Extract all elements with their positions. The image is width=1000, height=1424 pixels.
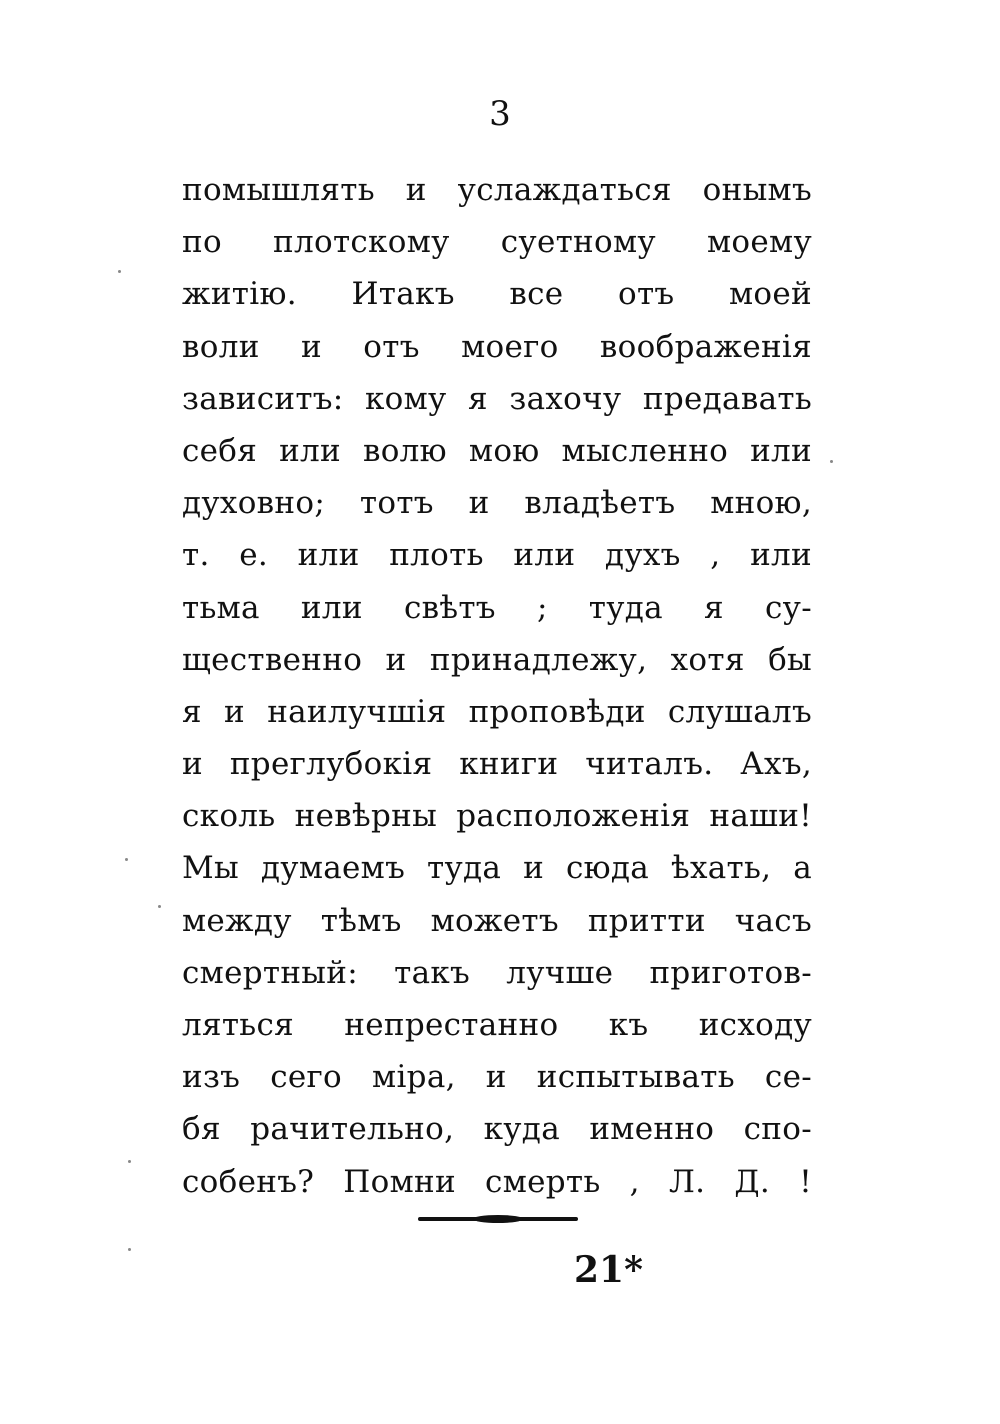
text-line: по плотскому суетному моему: [182, 224, 812, 261]
signature-mark: 21*: [574, 1249, 643, 1291]
text-line: бя рачительно, куда именно спо-: [182, 1111, 812, 1148]
text-line: ляться непрестанно къ исходу: [182, 1007, 812, 1043]
text-line: духовно; тотъ и владѣетъ мною,: [182, 485, 812, 522]
text-line: помышлять и услаждаться онымъ: [182, 172, 812, 208]
text-line: смертный: такъ лучше приготов-: [182, 954, 812, 991]
text-line: я и наилучшія проповѣди слушалъ: [182, 693, 812, 730]
paper-speck: [125, 858, 128, 861]
paper-speck: [128, 1160, 131, 1163]
paper-speck: [158, 905, 161, 908]
text-line: изъ сего міра, и испытывать се-: [182, 1059, 812, 1096]
text-line: собенъ? Помни смерть , Л. Д. !: [182, 1163, 812, 1200]
text-line: зависитъ: кому я захочу предавать: [182, 380, 812, 417]
text-line: Мы думаемъ туда и сюда ѣхать, а: [182, 850, 812, 887]
text-line: и преглубокія книги читалъ. Ахъ,: [182, 746, 812, 783]
paper-speck: [118, 270, 121, 273]
page-number: 3: [489, 94, 511, 134]
text-line: тьма или свѣтъ ; туда я су-: [182, 589, 812, 626]
text-line: себя или волю мою мысленно или: [182, 432, 812, 469]
text-line: сколь невѣрны расположенія наши!: [182, 798, 812, 835]
text-line: между тѣмъ можетъ притти часъ: [182, 902, 812, 939]
text-line: т. е. или плоть или духъ , или: [182, 537, 812, 574]
body-text: [182, 164, 812, 1208]
text-line: воли и отъ моего воображенія: [182, 328, 812, 365]
text-line: житію. Итакъ все отъ моей: [182, 276, 812, 313]
text-line: щественно и принадлежу, хотя бы: [182, 641, 812, 678]
paper-speck: [128, 1248, 131, 1251]
ornamental-rule: [418, 1217, 578, 1221]
paper-speck: [830, 460, 833, 463]
